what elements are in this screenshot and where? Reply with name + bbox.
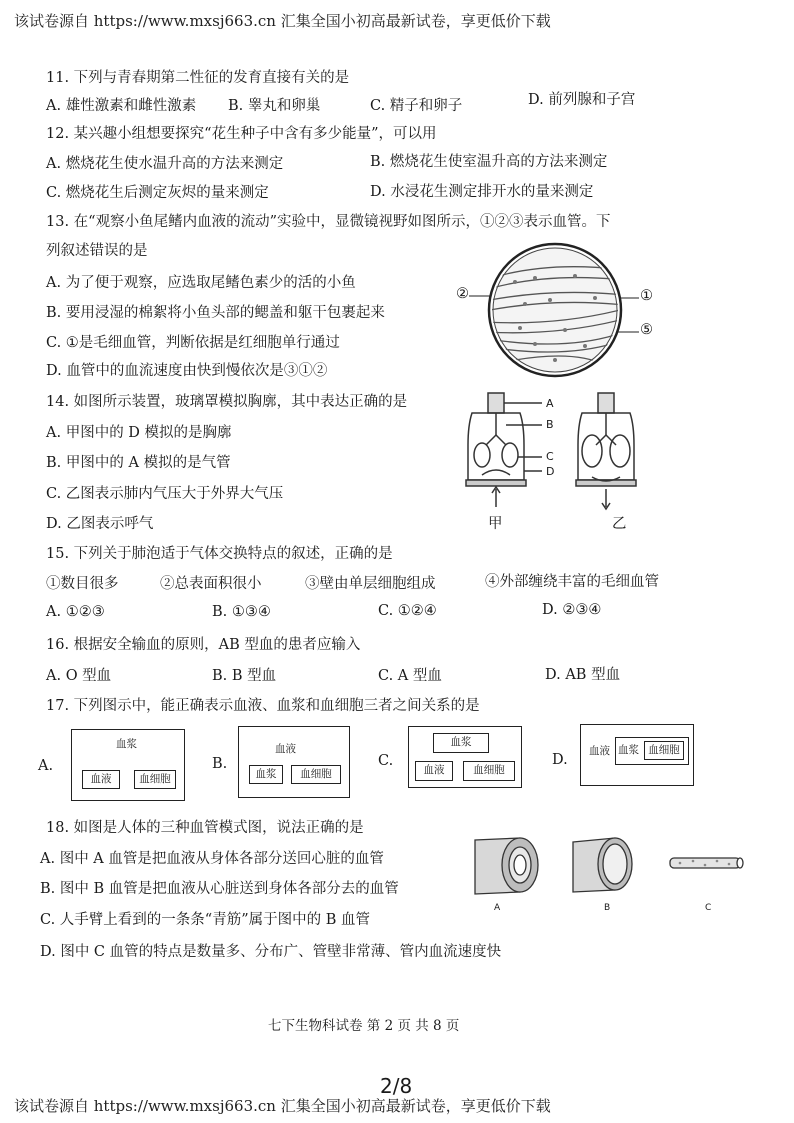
venn-box-b (238, 726, 350, 798)
q13-option-d: D. 血管中的血流速度由快到慢依次是③①② (46, 363, 328, 379)
q11-stem: 11. 下列与青春期第二性征的发育直接有关的是 (46, 70, 350, 86)
q18-option-a: A. 图中 A 血管是把血液从身体各部分送回心脏的血管 (40, 851, 384, 867)
jar-letter-c: C (546, 450, 554, 463)
venn-d-inner-frame (615, 737, 689, 765)
q13-option-b: B. 要用浸湿的棉絮将小鱼头部的鳃盖和躯干包裹起来 (46, 305, 385, 321)
vessel-label-b: B (604, 903, 611, 913)
venn-c-inner-1: 血液 (415, 761, 453, 781)
q12-option-d: D. 水浸花生测定排开水的量来测定 (370, 184, 594, 200)
q15-statement-2: ②总表面积很小 (160, 576, 262, 592)
venn-b-inner-1: 血浆 (249, 765, 283, 784)
q14-option-d: D. 乙图表示呼气 (46, 516, 154, 532)
venn-box-c (408, 726, 522, 788)
q13-option-c: C. ①是毛细血管，判断依据是红细胞单行通过 (46, 335, 340, 351)
q17-stem: 17. 下列图示中，能正确表示血液、血浆和血细胞三者之间关系的是 (46, 698, 480, 714)
venn-b-inner-2: 血细胞 (291, 765, 341, 784)
q15-option-c: C. ①②④ (378, 603, 437, 619)
page-number: 2/8 (380, 1074, 413, 1098)
page-footer: 七下生物科试卷 第 2 页 共 8 页 (268, 1018, 460, 1034)
venn-a-inner-1: 血液 (82, 770, 120, 789)
microscope-field-figure (455, 240, 655, 380)
q16-option-a: A. O 型血 (46, 668, 112, 684)
q15-statement-4: ④外部缠绕丰富的毛细血管 (485, 574, 659, 590)
vessel-label-c: C (705, 903, 712, 913)
q18-option-b: B. 图中 B 血管是把血液从心脏送到身体各部分去的血管 (40, 881, 399, 897)
jar-letter-d: D (546, 465, 555, 478)
jar-caption-yi: 乙 (612, 516, 627, 532)
q14-option-c: C. 乙图表示肺内气压大于外界大气压 (46, 486, 284, 502)
q12-option-b: B. 燃烧花生使室温升高的方法来测定 (370, 154, 608, 170)
q13-option-a: A. 为了便于观察，应选取尾鳍色素少的活的小鱼 (46, 275, 356, 291)
venn-d-inner-1: 血浆 (618, 744, 639, 756)
q16-option-c: C. A 型血 (378, 668, 442, 684)
bell-jar-figure (462, 385, 662, 515)
vessel-label-a: A (494, 903, 501, 913)
q17-option-b: B. (212, 756, 228, 772)
venn-box-a (71, 729, 185, 801)
jar-caption-jia: 甲 (488, 516, 503, 532)
q18-option-d: D. 图中 C 血管的特点是数量多、分布广、管壁非常薄、管内血流速度快 (40, 944, 502, 960)
q14-option-a: A. 甲图中的 D 模拟的是胸廓 (46, 425, 232, 441)
q13-stem-line2: 列叙述错误的是 (46, 243, 148, 259)
q15-option-a: A. ①②③ (46, 604, 105, 620)
venn-a-inner-2: 血细胞 (134, 770, 176, 789)
q15-stem: 15. 下列关于肺泡适于气体交换特点的叙述，正确的是 (46, 546, 393, 562)
microscope-label-2: ② (456, 286, 469, 302)
q13-stem-line1: 13. 在“观察小鱼尾鳍内血液的流动”实验中，显微镜视野如图所示，①②③表示血管。下 (46, 214, 611, 230)
microscope-label-1: ① (640, 288, 653, 304)
q12-option-c: C. 燃烧花生后测定灰烬的量来测定 (46, 185, 269, 201)
venn-c-top: 血浆 (433, 733, 489, 753)
microscope-label-5: ⑤ (640, 322, 653, 338)
q16-stem: 16. 根据安全输血的原则，AB 型血的患者应输入 (46, 637, 361, 653)
q11-option-a: A. 雄性激素和雌性激素 (46, 98, 197, 114)
q15-statement-1: ①数目很多 (46, 576, 119, 592)
q14-stem: 14. 如图所示装置，玻璃罩模拟胸廓，其中表达正确的是 (46, 394, 408, 410)
q16-option-b: B. B 型血 (212, 668, 277, 684)
source-header: 该试卷源自 https://www.mxsj663.cn 汇集全国小初高最新试卷，享更低价下载 (14, 12, 551, 30)
venn-box-d (580, 724, 694, 786)
q18-stem: 18. 如图是人体的三种血管模式图，说法正确的是 (46, 820, 364, 836)
q14-option-b: B. 甲图中的 A 模拟的是气管 (46, 455, 231, 471)
jar-letter-b: B (546, 418, 554, 431)
q11-option-d: D. 前列腺和子宫 (528, 92, 636, 108)
q11-option-b: B. 睾丸和卵巢 (228, 98, 321, 114)
q12-stem: 12. 某兴趣小组想要探究“花生种子中含有多少能量”，可以用 (46, 126, 437, 142)
venn-a-outer-label: 血浆 (116, 738, 137, 750)
q16-option-d: D. AB 型血 (545, 667, 621, 683)
q15-option-b: B. ①③④ (212, 604, 271, 620)
source-footer: 该试卷源自 https://www.mxsj663.cn 汇集全国小初高最新试卷，享更低价下载 (14, 1097, 551, 1115)
venn-d-outer-label: 血液 (589, 745, 610, 757)
q11-option-c: C. 精子和卵子 (370, 98, 463, 114)
venn-b-outer-label: 血液 (275, 743, 296, 755)
q15-option-d: D. ②③④ (542, 602, 602, 618)
q17-option-a: A. (38, 758, 54, 774)
q17-option-d: D. (552, 752, 568, 768)
blood-vessels-figure (465, 830, 755, 900)
venn-c-inner-2: 血细胞 (463, 761, 515, 781)
q12-option-a: A. 燃烧花生使水温升高的方法来测定 (46, 156, 284, 172)
venn-d-inner-2: 血细胞 (644, 741, 684, 760)
q18-option-c: C. 人手臂上看到的一条条“青筋”属于图中的 B 血管 (40, 912, 370, 928)
q15-statement-3: ③壁由单层细胞组成 (305, 576, 436, 592)
jar-letter-a: A (546, 397, 554, 410)
q17-option-c: C. (378, 753, 394, 769)
